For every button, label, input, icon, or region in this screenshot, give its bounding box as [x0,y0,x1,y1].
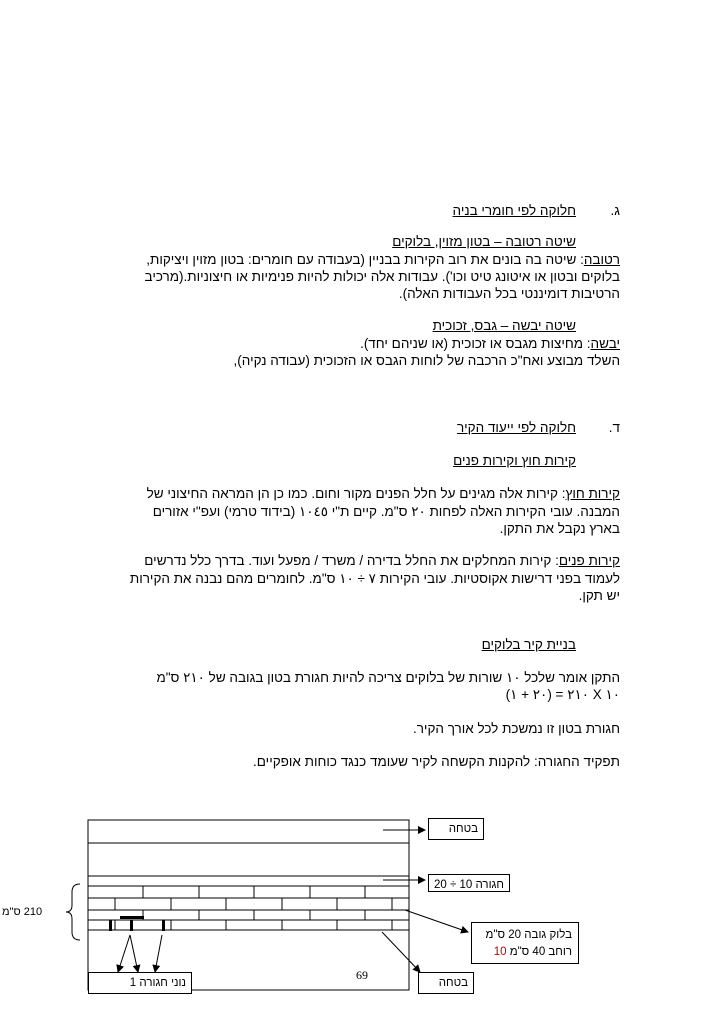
dry-method-line1: יבשה: מחיצות מגבס או זכוכית (או שניהם יחד). [360,336,620,351]
bottom-arrow [382,932,420,972]
section-d-letter: ד. [608,420,620,435]
block-wall-line1: התקן אומר שלכל ١٠ שורות של בלוקים צריכה להיות חגורת בטון בגובה של ٢١٠ ס"מ [156,670,620,685]
label-block-box: בלוק גובה 20 ס"מ רוחב 40 ס"מ 10 [471,922,579,964]
exterior-walls-line1: קירות חוץ: קירות אלה מגינים על חלל הפנים מקור וחום. כמו כן הן המראה החיצוני של [146,486,620,501]
label-bottom-box: בטחה [418,972,474,994]
label-rebar-box: נוני חגורה 1 [88,972,192,994]
wet-method-title: שיטה רטובה – בטון מזוין, בלוקים [392,234,576,249]
height-brace [66,884,80,940]
block-wall-line3: תפקיד החגורה: להקנות הקשחה לקיר שעומד כנגד כוחות אופקיים. [253,754,620,769]
interior-walls-line3: יש תקן. [578,588,620,603]
label-top-box: בטחה [428,818,484,840]
block-wall-line2: חגורת בטון זו נמשכת לכל אורך הקיר. [412,721,620,736]
rebar-marks [109,916,165,931]
dry-method-title: שיטה יבשה – גבס, זכוכית [432,318,576,333]
exterior-walls-line3: בארץ נקבל את התקן. [499,521,620,536]
block-wall-title: בניית קיר בלוקים [481,637,576,652]
exterior-walls-line2: המבנה. עובי הקירות האלה לפחות ٢٠ ס"מ. קיים ת"י ١٠٤٥ (בידוד טרמי) ועפ"י אזורים [152,504,620,519]
section-g-heading: חלוקה לפי חומרי בניה [452,203,576,218]
interior-walls-term: קירות פנים [558,553,620,568]
interior-walls-line2: לעמוד בפני דרישות אקוסטיות. עובי הקירות ٧ ÷ ١٠ ס"מ. לחומרים מהם נבנה את הקירות [129,571,620,586]
block-joints [115,886,392,930]
section-d-heading: חלוקה לפי ייעוד הקיר [456,420,576,435]
block-arrow [405,910,468,932]
rebar-arrow-3 [155,935,162,972]
wet-method-line3: הרטיבות דומיננטי בכל העבודות האלה). [398,286,620,301]
label-block-count: 10 [493,946,507,958]
rebar-arrow-2 [130,935,138,972]
interior-walls-line1: קירות פנים: קירות המחלקים את החלל בדירה / משרד / מפעל ועוד. בדרך כלל נדרשים [144,553,620,568]
page-number: 69 [356,968,368,982]
dry-method-line2: השלד מבוצע ואח"כ הרכבה של לוחות הגבס או הזכוכית (עבודה נקיה), [233,353,620,368]
section-g-letter: ג. [610,203,620,218]
wall-types-subtitle: קירות חוץ וקירות פנים [453,453,576,468]
wet-method-line2: בלוקים ובטון או איטונג טיט וכו'). עבודות אלה יכולות להיות פנימיות או חיצוניות.(מרכיב [144,269,620,284]
dry-term: יבשה [590,336,620,351]
wet-method-line1: רטובה: שיטה בה בונים את רוב הקירות בבניין (בעבודה עם חומרים: בטון מזוין ויציקות, [146,252,620,267]
label-belt-box: חגורה 10 ÷ 20 [428,874,510,892]
label-height: 210 ס"מ [2,906,43,918]
block-wall-formula: ٢١٠ = (٢٠ + ١) X ١٠ [505,687,620,702]
rebar-arrow-1 [118,935,130,972]
exterior-walls-term: קירות חוץ [565,486,620,501]
wet-term: רטובה [583,252,620,267]
